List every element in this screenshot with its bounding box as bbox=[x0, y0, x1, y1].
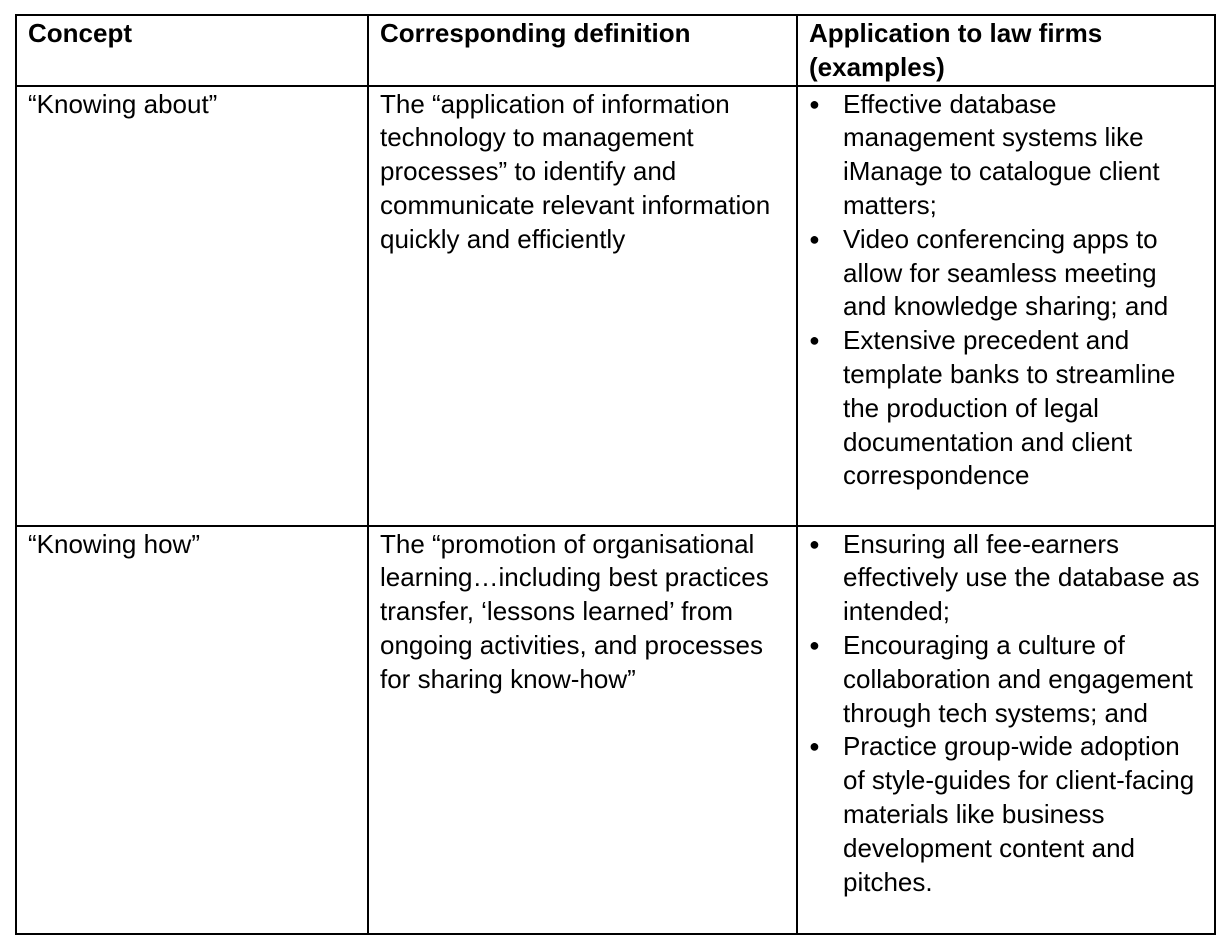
examples-list bbox=[809, 88, 1203, 494]
table-row bbox=[16, 86, 1215, 526]
bullet-icon: ● bbox=[809, 736, 820, 757]
list-item bbox=[809, 730, 1203, 899]
header-definition: Corresponding definition bbox=[368, 15, 797, 86]
concept-cell: “Knowing about” bbox=[16, 86, 368, 526]
list-item bbox=[809, 88, 1203, 223]
examples-cell bbox=[797, 86, 1215, 526]
knowledge-management-table bbox=[15, 14, 1216, 935]
concept-cell: “Knowing how” bbox=[16, 526, 368, 934]
header-application: Application to law firms (examples) bbox=[797, 15, 1215, 86]
list-item bbox=[809, 324, 1203, 493]
bullet-icon: ● bbox=[809, 93, 820, 114]
list-item bbox=[809, 223, 1203, 324]
table-row bbox=[16, 526, 1215, 934]
bullet-icon: ● bbox=[809, 533, 820, 554]
definition-cell: The “application of information technology to management processes” to identify and communicate relevant information quickly and efficiently bbox=[368, 86, 797, 526]
definition-cell: The “promotion of organisational learning…including best practices transfer, ‘lessons learned’ from ongoing activities, and processes for sharing know-how” bbox=[368, 526, 797, 934]
example-text: Extensive precedent and template banks to streamline the production of legal documentation and client correspondence bbox=[843, 325, 1176, 491]
examples-list bbox=[809, 528, 1203, 900]
example-text: Encouraging a culture of collaboration and engagement through tech systems; and bbox=[843, 629, 1193, 728]
bullet-icon: ● bbox=[809, 228, 820, 249]
examples-cell bbox=[797, 526, 1215, 934]
example-text: Effective database management systems like iManage to catalogue client matters; bbox=[843, 88, 1160, 220]
header-concept: Concept bbox=[16, 15, 368, 86]
example-text: Video conferencing apps to allow for seamless meeting and knowledge sharing; and bbox=[843, 223, 1169, 322]
bullet-icon: ● bbox=[809, 634, 820, 655]
table-header-row bbox=[16, 15, 1215, 86]
example-text: Ensuring all fee-earners effectively use the database as intended; bbox=[843, 528, 1200, 627]
example-text: Practice group-wide adoption of style-guides for client-facing materials like business development content and pitches. bbox=[843, 731, 1195, 897]
list-item bbox=[809, 629, 1203, 730]
bullet-icon: ● bbox=[809, 330, 820, 351]
list-item bbox=[809, 528, 1203, 629]
